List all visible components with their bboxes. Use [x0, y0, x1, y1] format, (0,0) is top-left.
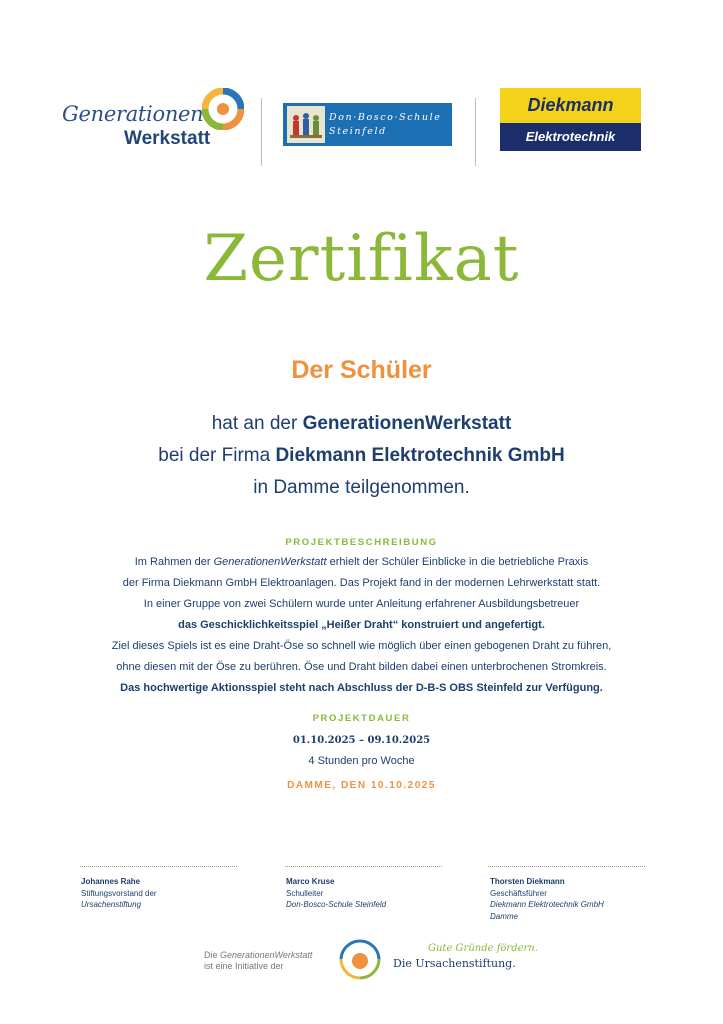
signer-role: Schulleiter	[286, 888, 324, 898]
signer-role: Stiftungsvorstand der	[81, 888, 157, 898]
signature-block-3	[490, 876, 650, 922]
header-divider	[261, 98, 262, 166]
place-date: DAMME, DEN 10.10.2025	[287, 780, 436, 791]
duration-dates: 01.10.2025 – 09.10.2025	[292, 735, 431, 746]
gw-logo-line2: Werkstatt	[124, 128, 211, 149]
project-line-2: der Firma Diekmann GmbH Elektroanlagen. Das Projekt fand in der modernen Lehrwerkstatt statt.	[122, 577, 601, 589]
generationenwerkstatt-logo	[62, 88, 242, 154]
signer-name: Johannes Rahe	[81, 877, 141, 886]
project-line-6: ohne diesen mit der Öse zu berühren. Öse und Draht bilden dabei einen unterbrochenen Stromkreis.	[116, 661, 607, 673]
don-bosco-schule-logo	[283, 103, 452, 146]
project-line-7: Das hochwertige Aktionsspiel steht nach Abschluss der D-B-S OBS Steinfeld zur Verfügung.	[120, 682, 603, 694]
diekmann-logo-line2: Elektrotechnik	[500, 123, 641, 151]
signature-block-2	[286, 876, 446, 911]
intro-line-3: in Damme teilgenommen.	[253, 477, 470, 498]
school-logo-image-icon	[287, 106, 325, 143]
dbs-line1: Don·Bosco·Schule	[329, 112, 442, 123]
duration-hours: 4 Stunden pro Woche	[308, 755, 415, 767]
signer-role: Geschäftsführer	[490, 888, 547, 898]
signer-org: Ursachenstiftung	[81, 900, 142, 909]
gw-ring-icon	[202, 88, 244, 130]
diekmann-logo-line1: Diekmann	[527, 95, 614, 115]
intro-line-1: hat an der GenerationenWerkstatt	[211, 413, 512, 434]
signature-line	[80, 866, 237, 867]
footer-foundation-name: Die Ursachenstiftung.	[393, 957, 516, 970]
signature-line	[488, 866, 645, 867]
signer-org-city: Damme	[490, 911, 519, 921]
project-line-5: Ziel dieses Spiels ist es eine Draht-Öse so schnell wie möglich über einen gebogenen Draht zu führen,	[111, 640, 612, 652]
footer-initiative-text: Die GenerationenWerkstatt ist eine Initiative der	[204, 950, 313, 971]
project-heading: PROJEKTBESCHREIBUNG	[285, 537, 438, 548]
project-line-1: Im Rahmen der GenerationenWerkstatt erhielt der Schüler Einblicke in die betriebliche Praxis	[134, 556, 589, 568]
ursachenstiftung-logo-icon	[337, 937, 383, 981]
intro-line-2: bei der Firma Diekmann Elektrotechnik GmbH	[158, 445, 565, 466]
footer-slogan: Gute Gründe fördern.	[428, 943, 538, 954]
project-line-3: In einer Gruppe von zwei Schülern wurde unter Anleitung erfahrener Ausbildungsbetreuer	[143, 598, 580, 610]
signature-block-1	[81, 876, 241, 911]
signature-line	[285, 866, 442, 867]
student-label: Der Schüler	[291, 356, 432, 384]
project-line-4: das Geschicklichkeitsspiel „Heißer Draht“ konstruiert und angefertigt.	[178, 619, 545, 631]
signer-name: Marco Kruse	[286, 877, 335, 886]
dbs-line2: Steinfeld	[329, 126, 387, 137]
duration-heading: PROJEKTDAUER	[312, 713, 411, 724]
signer-org: Diekmann Elektrotechnik GmbH	[490, 900, 604, 909]
header-divider	[475, 98, 476, 166]
signer-name: Thorsten Diekmann	[490, 877, 565, 886]
certificate-title: Zertifikat	[203, 222, 520, 296]
diekmann-logo	[500, 88, 641, 151]
signer-org: Don-Bosco-Schule Steinfeld	[286, 900, 387, 909]
gw-logo-line1: Generationen	[62, 102, 204, 126]
